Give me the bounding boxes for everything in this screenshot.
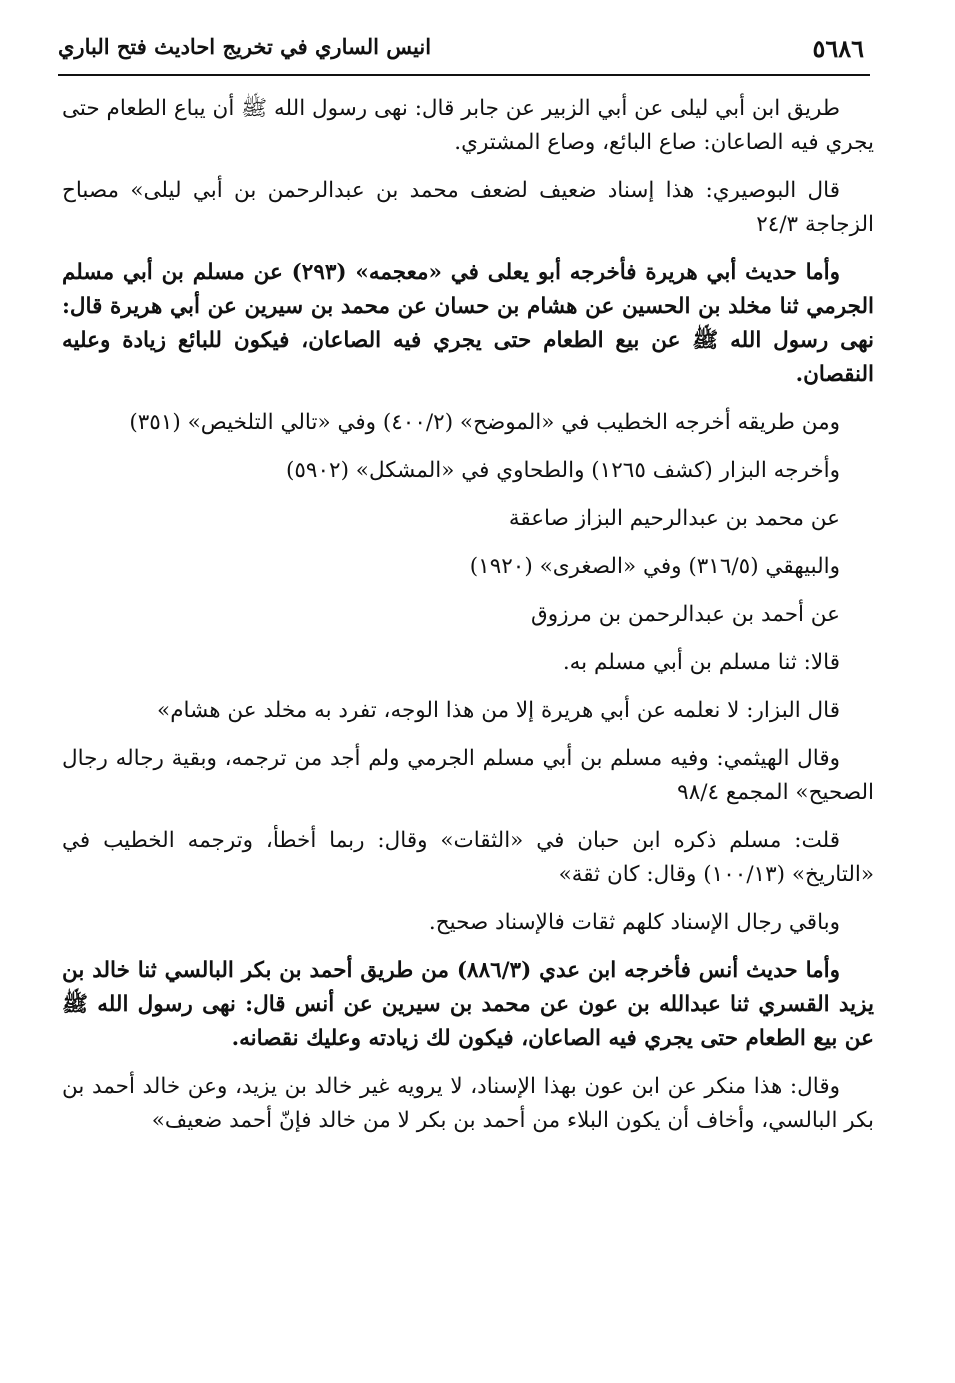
text-run: عن أحمد بن عبدالرحمن بن مرزوق [531,602,840,627]
paragraph [62,92,874,160]
text-run: وأخرجه البزار (كشف ١٢٦٥) والطحاوي في «المشكل» (٥٩٠٢) [285,458,840,483]
paragraph [62,598,874,632]
text-run: والبيهقي (٣١٦/٥) وفي «الصغرى» (١٩٢٠) [469,554,840,579]
text-run: فأخرجه أبو يعلى في «معجمه» (٢٩٣) عن مسلم بن أبي مسلم الجرمي ثنا مخلد بن الحسين عن هشام بن حسان عن محمد بن سيرين عن أبي هريرة قال: نهى رسول الله ﷺ عن بيع الطعام حتى يجري فيه الصاعان، فيكون للبائع زيادة وعليه النقصان. [62,260,874,387]
paragraph [62,906,874,940]
text-run: وقال: هذا منكر عن ابن عون بهذا الإسناد، لا يرويه غير خالد بن يزيد، وعن خالد أحمد بن بكر البالسي، وأخاف أن يكون البلاء من أحمد بن بكر لا من خالد فإنّ أحمد ضعيف» [62,1074,874,1133]
text-run: قالا: ثنا مسلم بن أبي مسلم به. [562,650,840,675]
text-run: وقال الهيثمي: وفيه مسلم بن أبي مسلم الجرمي ولم أجد من ترجمه، وبقية رجاله رجال الصحيح» المجمع ٩٨/٤ [62,746,874,805]
section-lead: وأما حديث أبي هريرة [645,260,840,285]
paragraph [62,1070,874,1138]
text-run: قال البزار: لا نعلمه عن أبي هريرة إلا من هذا الوجه، تفرد به مخلد عن هشام» [157,698,840,723]
paragraph [62,406,874,440]
page-body [62,92,874,1152]
paragraph [62,954,874,1056]
text-run: عن محمد بن عبدالرحيم البزاز صاعقة [508,506,840,531]
paragraph [62,824,874,892]
paragraph [62,742,874,810]
paragraph [62,256,874,392]
text-run: قال البوصيري: هذا إسناد ضعيف لضعف محمد بن عبدالرحمن بن أبي ليلى» مصباح الزجاجة ٢٤/٣ [62,178,874,237]
text-run: قلت: مسلم ذكره ابن حبان في «الثقات» وقال: ربما أخطأ، وترجمه الخطيب في «التاريخ» (١٠٠/١٣) وقال: كان ثقة» [62,828,874,887]
paragraph [62,174,874,242]
paragraph [62,550,874,584]
text-run: وباقي رجال الإسناد كلهم ثقات فالإسناد صحيح. [428,910,840,935]
paragraph [62,454,874,488]
text-run: فأخرجه ابن عدي (٨٨٦/٣) من طريق أحمد بن بكر البالسي ثنا خالد بن يزيد القسري ثنا عبدالله بن عون عن محمد بن سيرين عن أنس قال: نهى رسول الله ﷺ عن بيع الطعام حتى يجري فيه الصاعان، فيكون لك زيادته وعليك نقصانه. [62,958,874,1051]
paragraph [62,646,874,680]
running-header [58,30,870,76]
text-run: طريق ابن أبي ليلى عن أبي الزبير عن جابر قال: نهى رسول الله ﷺ أن يباع الطعام حتى يجري فيه الصاعان: صاع البائع، وصاع المشتري. [62,96,874,155]
section-lead: وأما حديث أنس [698,958,840,983]
page-number: ٥٦٨٦ [812,34,864,63]
paragraph [62,502,874,536]
paragraph [62,694,874,728]
text-run: ومن طريقه أخرجه الخطيب في «الموضح» (٤٠٠/٢) وفي «تالي التلخيص» (٣٥١) [129,410,840,435]
book-title: انيس الساري في تخريج احاديث فتح الباري [58,34,432,59]
